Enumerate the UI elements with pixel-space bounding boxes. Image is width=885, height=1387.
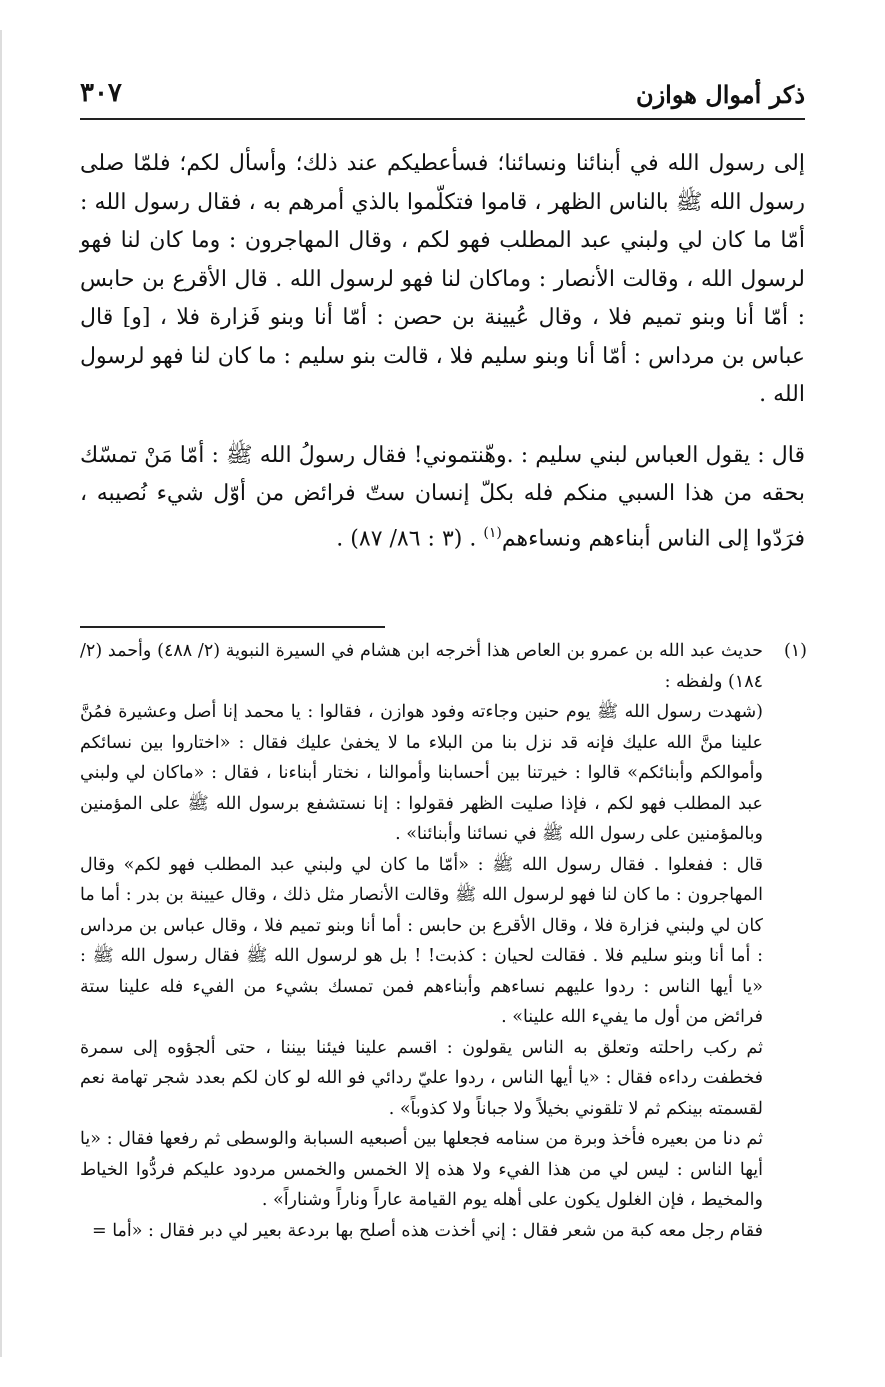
page-number: ٣٠٧ <box>80 78 122 108</box>
footnotes <box>80 636 807 1246</box>
footnote-number: (١) <box>783 641 807 661</box>
footnote-line: ثم دنا من بعيره فأخذ وبرة من سنامه فجعلها بين أصبعيه السبابة والوسطى ثم رفعها فقال : «يا أيها الناس : ليس لي من هذا الفيء ولا هذه إلا الخمس والخمس مردود عليكم فردُّوا الخياط والمخيط ، فإن الغلول يكون على أهله يوم القيامة عاراً وناراً وشناراً» . <box>80 1129 763 1210</box>
footnote-line: فقام رجل معه كبة من شعر فقال : إني أخذت هذه أصلح بها بردعة بعير لي دبر فقال : «أما = <box>91 1220 763 1241</box>
paragraph-1: إلى رسول الله في أبنائنا ونسائنا؛ فسأعطيكم عند ذلك؛ وأسأل لكم؛ فلمّا صلى رسول الله ﷺ بالناس الظهر ، قاموا فتكلّموا بالذي أمرهم به ، فقال رسول الله : أمّا ما كان لي ولبني عبد المطلب فهو لكم ، وقال المهاجرون : وما كان لنا فهو لرسول الله ، وقالت الأنصار : وماكان لنا فهو لرسول الله . قال الأقرع بن حابس : أمّا أنا وبنو تميم فلا ، وقال عُيينة بن حصن : أمّا أنا وبنو فَزارة فلا ، [و] قال عباس بن مرداس : أمّا أنا وبنو سليم فلا ، قالت بنو سليم : ما كان لنا فهو لرسول الله . <box>80 151 805 407</box>
paragraph-2 <box>80 437 805 559</box>
footnote-line: قال : ففعلوا . فقال رسول الله ﷺ : «أمّا ما كان لي ولبني عبد المطلب فهو لكم» وقال المهاجرون : ما كان لنا فهو لرسول الله ﷺ وقالت الأنصار مثل ذلك ، وقال عيينة بن بدر : أما ما كان لي ولبني فزارة فلا ، وقال الأقرع بن حابس : أما أنا وبنو تميم فلا ، وقال عباس بن مرداس : أما أنا وبنو سليم فلا . فقالت لحيان : كذبت! ! بل هو لرسول الله ﷺ فقال رسول الله ﷺ : «يا أيها الناس : ردوا عليهم نساءهم وأبناءهم فمن تمسك بشيء من الفيء فله علينا ستة فرائض من أول ما يفيء الله علينا» . <box>80 854 763 1027</box>
page-edge-shadow <box>0 30 2 1357</box>
main-text <box>80 145 805 558</box>
footnote-body <box>80 636 763 1246</box>
footnote-1 <box>80 636 807 1246</box>
footnote-reference: (١) <box>483 524 502 541</box>
footnote-line: (شهدت رسول الله ﷺ يوم حنين وجاءته وفود هوازن ، فقالوا : يا محمد إنا أصل وعشيرة فمُنَّ علينا منَّ الله عليك فإنه قد نزل بنا من البلاء ما لا يخفىٰ عليك فقال : «اختاروا بين نسائكم وأموالكم وأبنائكم» قالوا : خيرتنا بين أحسابنا وأموالنا ، نختار أبناءنا ، فقال : «ماكان لي ولبني عبد المطلب فهو لكم ، فإذا صليت الظهر فقولوا : إنا نستشفع برسول الله ﷺ على المؤمنين وبالمؤمنين على رسول الله ﷺ في نسائنا وأبنائنا» . <box>80 702 763 844</box>
running-header <box>80 78 805 120</box>
paragraph-2-text: قال : يقول العباس لبني سليم : .وهّنتموني! فقال رسولُ الله ﷺ : أمّا مَنْ تمسّك بحقه من هذا السبي منكم فله بكلّ إنسان ستّ فرائض من أوّل شيء نُصيبه ، فرَدّوا إلى الناس أبناءهم ونساءهم <box>80 442 805 551</box>
source-citation: . (٣ : ٨٦/ ٨٧) . <box>336 525 477 551</box>
chapter-title: ذكر أموال هوازن <box>635 80 805 109</box>
footnote-line: ثم ركب راحلته وتعلق به الناس يقولون : اقسم علينا فيئنا بيننا ، حتى ألجؤوه إلى سمرة فخطفت رداءه فقال : «يا أيها الناس ، ردوا عليّ ردائي فو الله لو كان لكم بعدد شجر تهامة نعم لقسمته بينكم ثم لا تلقوني بخيلاً ولا جباناً ولا كذوباً» . <box>80 1037 763 1119</box>
footnote-line: حديث عبد الله بن عمرو بن العاص هذا أخرجه ابن هشام في السيرة النبوية (٢/ ٤٨٨) وأحمد (٢/ ١٨٤) ولفظه : <box>80 641 764 692</box>
footnote-separator <box>80 626 385 628</box>
